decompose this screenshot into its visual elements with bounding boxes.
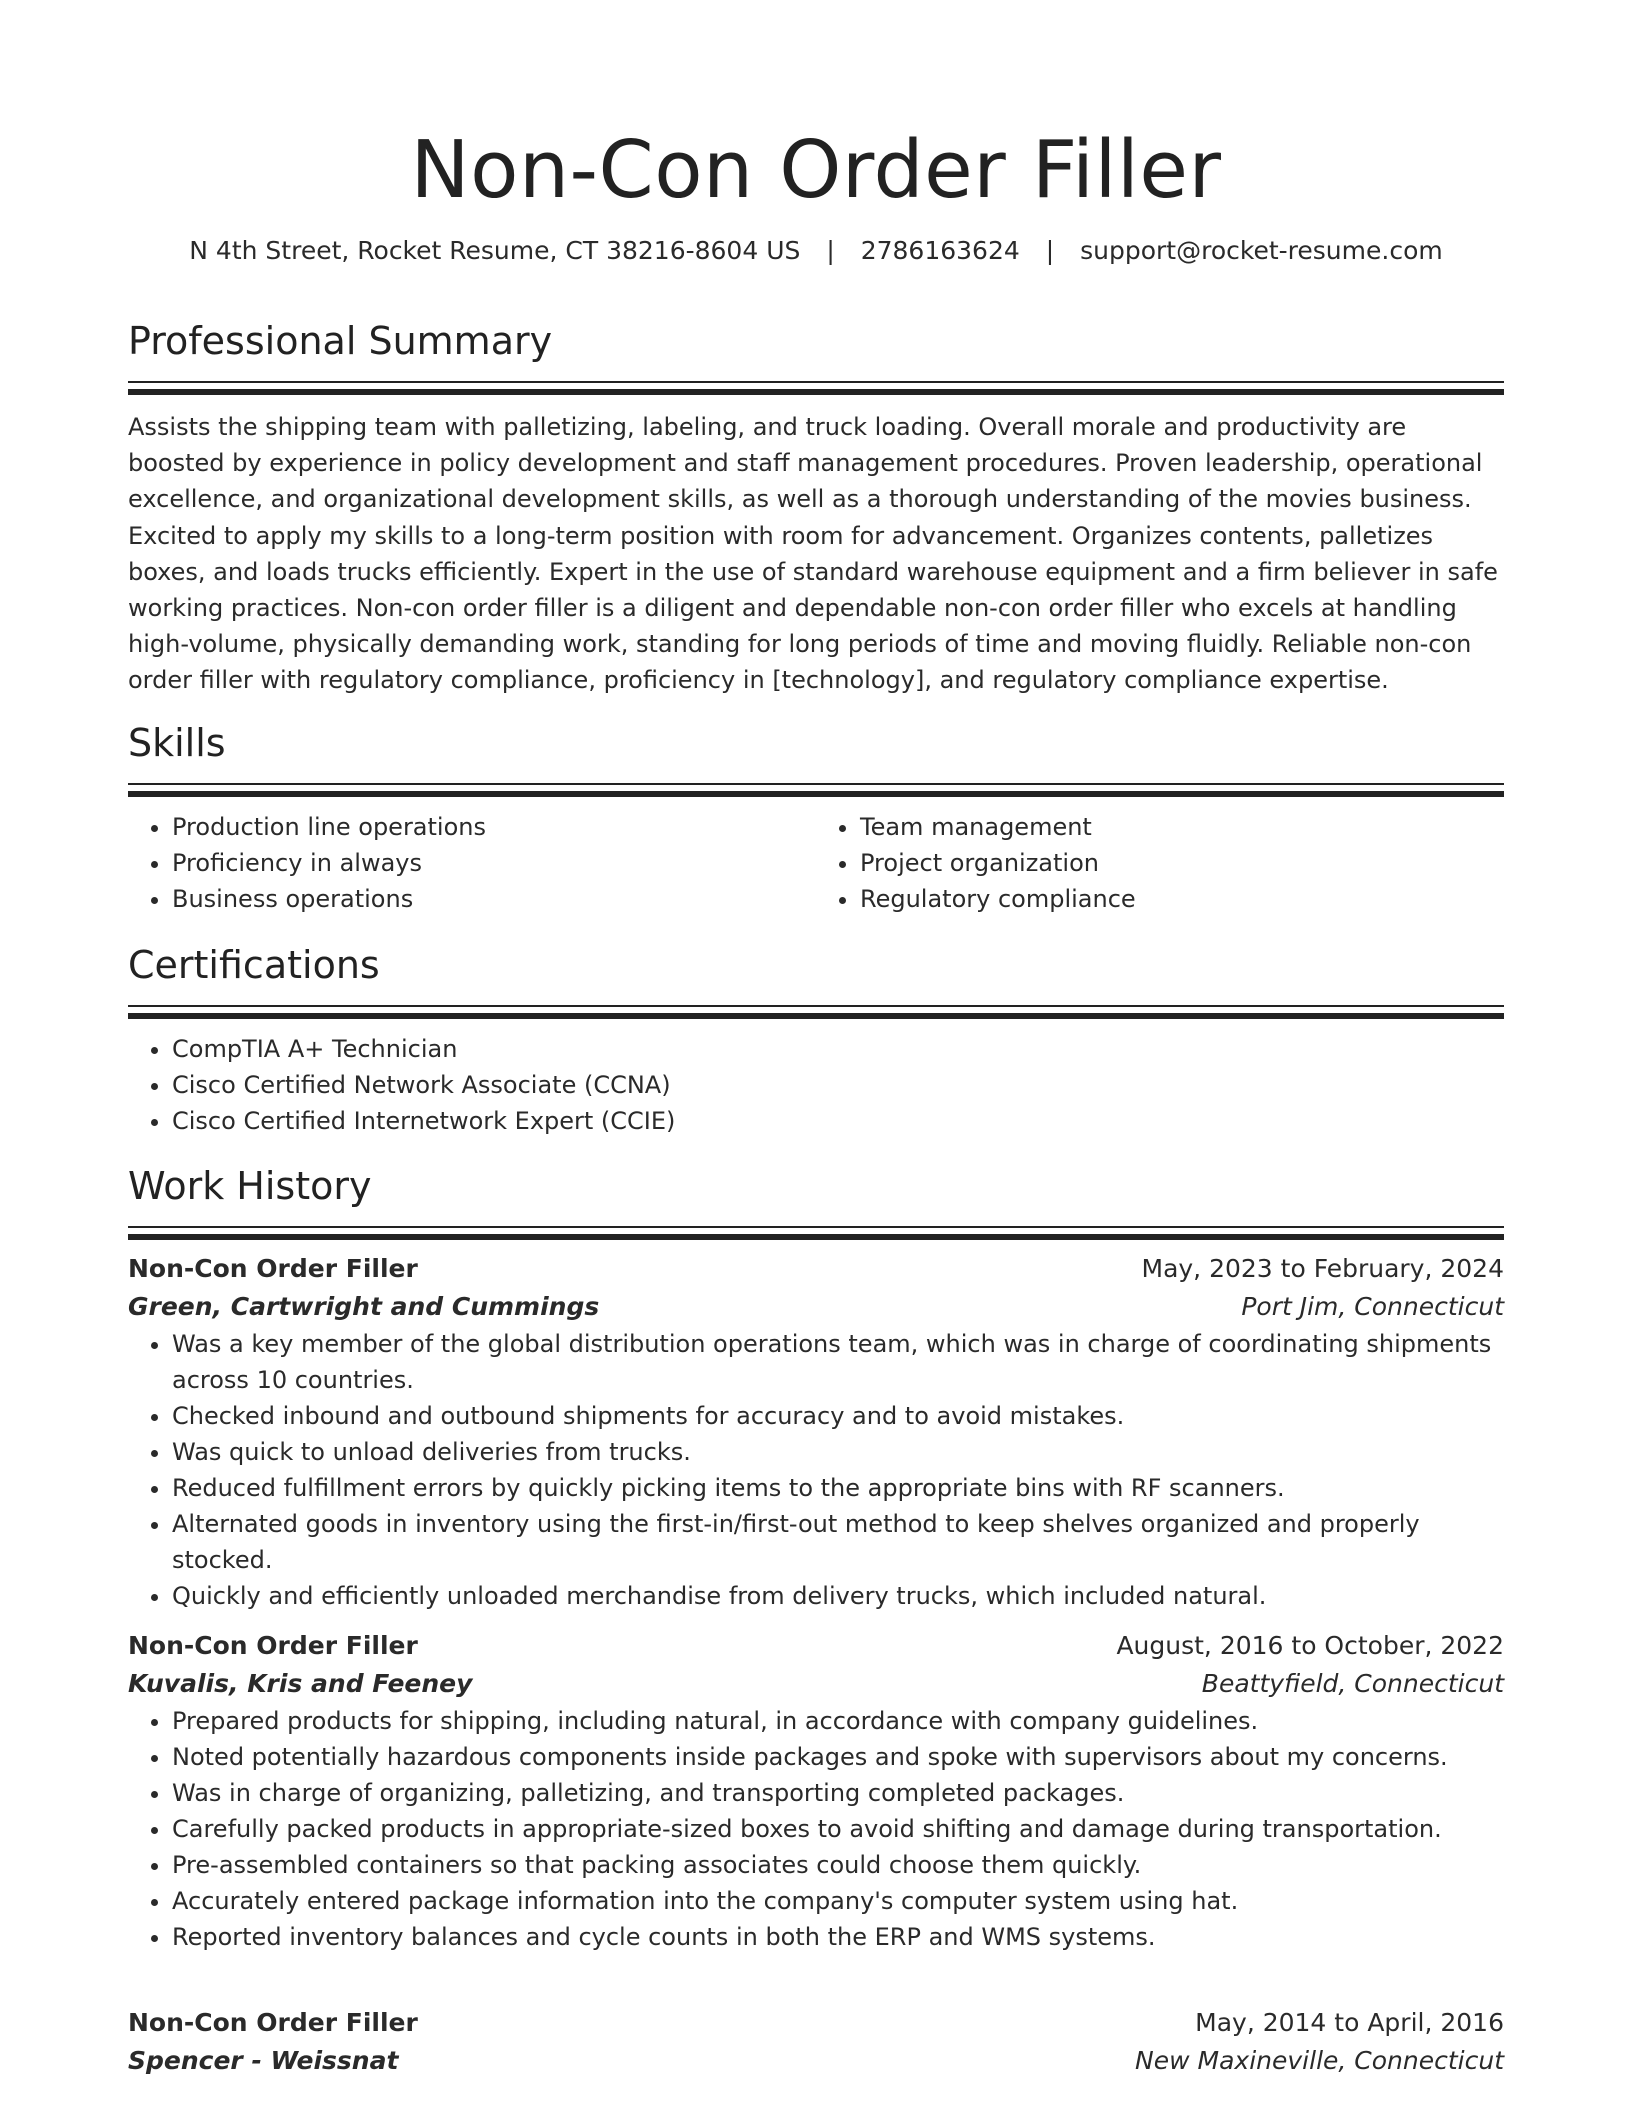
certification-item: • Cisco Certified Internetwork Expert (CCIE) xyxy=(172,1103,1504,1139)
skill-item: • Business operations xyxy=(172,881,816,917)
certifications-section xyxy=(128,942,1504,1139)
job-subheader xyxy=(128,1288,1504,1326)
contact-separator: | xyxy=(1045,236,1055,265)
certifications-heading: Certifications xyxy=(128,943,380,987)
skills-heading: Skills xyxy=(128,721,226,765)
job-dates: May, 2014 to April, 2016 xyxy=(1195,2008,1504,2037)
job-entry xyxy=(128,2004,1504,2080)
contact-separator: | xyxy=(826,236,835,265)
contact-address: N 4th Street, Rocket Resume, CT 38216-8604 US xyxy=(189,236,801,265)
summary-section xyxy=(128,318,1504,699)
job-dates: May, 2023 to February, 2024 xyxy=(1141,1254,1504,1283)
job-bullet: • Checked inbound and outbound shipments for accuracy and to avoid mistakes. xyxy=(172,1398,1504,1434)
job-title: Non-Con Order Filler xyxy=(128,1631,418,1660)
skill-item: • Production line operations xyxy=(172,809,816,845)
contact-phone: 2786163624 xyxy=(860,236,1020,265)
job-bullets xyxy=(128,1326,1504,1614)
job-location: Beattyfield, Connecticut xyxy=(1201,1669,1504,1698)
job-location: Port Jim, Connecticut xyxy=(1241,1292,1504,1321)
section-rule xyxy=(128,783,1504,797)
job-entry xyxy=(128,1627,1504,1955)
job-bullet: • Reduced fulfillment errors by quickly picking items to the appropriate bins with RF scanners. xyxy=(172,1470,1504,1506)
skills-grid xyxy=(128,809,1504,917)
skill-item: • Project organization xyxy=(860,845,1504,881)
contact-email[interactable]: support@rocket-resume.com xyxy=(1080,236,1443,265)
work-history-section xyxy=(128,1163,1504,1240)
section-rule xyxy=(128,1226,1504,1240)
job-company: Kuvalis, Kris and Feeney xyxy=(128,1669,473,1698)
section-rule xyxy=(128,381,1504,395)
job-bullet: • Pre-assembled containers so that packing associates could choose them quickly. xyxy=(172,1847,1504,1883)
contact-line xyxy=(128,234,1504,268)
skills-section xyxy=(128,720,1504,917)
work-history-heading: Work History xyxy=(128,1164,372,1208)
job-bullet: • Was a key member of the global distribution operations team, which was in charge of coordinating shipments across 10 countries. xyxy=(172,1326,1504,1398)
certification-item: • Cisco Certified Network Associate (CCNA) xyxy=(172,1067,1504,1103)
job-bullets xyxy=(128,1703,1504,1955)
job-bullet: • Was in charge of organizing, palletizing, and transporting completed packages. xyxy=(172,1775,1504,1811)
job-bullet: • Accurately entered package information into the company's computer system using hat. xyxy=(172,1883,1504,1919)
job-bullet: • Was quick to unload deliveries from trucks. xyxy=(172,1434,1504,1470)
job-title: Non-Con Order Filler xyxy=(128,2008,418,2037)
section-rule xyxy=(128,1005,1504,1019)
resume-name: Non-Con Order Filler xyxy=(410,124,1222,216)
job-bullet: • Noted potentially hazardous components inside packages and spoke with supervisors about my concerns. xyxy=(172,1739,1504,1775)
job-bullet: • Alternated goods in inventory using the first-in/first-out method to keep shelves organized and properly stocked. xyxy=(172,1506,1504,1578)
skill-item: • Team management xyxy=(860,809,1504,845)
resume-page xyxy=(128,0,1504,2075)
job-entry xyxy=(128,1250,1504,1614)
certification-item: • CompTIA A+ Technician xyxy=(172,1031,1504,1067)
job-dates: August, 2016 to October, 2022 xyxy=(1116,1631,1504,1660)
skills-list-left xyxy=(128,809,816,917)
job-subheader xyxy=(128,2042,1504,2080)
skill-item: • Proficiency in always xyxy=(172,845,816,881)
job-location: New Maxineville, Connecticut xyxy=(1135,2046,1504,2075)
job-company: Spencer - Weissnat xyxy=(128,2046,399,2075)
job-header xyxy=(128,1250,1504,1288)
job-bullet: • Quickly and efficiently unloaded merchandise from delivery trucks, which included natural. xyxy=(172,1578,1504,1614)
certifications-list xyxy=(128,1031,1504,1139)
summary-heading: Professional Summary xyxy=(128,319,553,363)
job-bullet: • Carefully packed products in appropriate-sized boxes to avoid shifting and damage during transportation. xyxy=(172,1811,1504,1847)
job-bullet: • Prepared products for shipping, including natural, in accordance with company guidelines. xyxy=(172,1703,1504,1739)
job-title: Non-Con Order Filler xyxy=(128,1254,418,1283)
job-subheader xyxy=(128,1665,1504,1703)
job-company: Green, Cartwright and Cummings xyxy=(128,1292,600,1321)
skills-list-right xyxy=(816,809,1504,917)
summary-text: Assists the shipping team with palletizing, labeling, and truck loading. Overall morale and productivity are boosted by experience in policy development and staff management procedures. Proven leadership, operational excellence, and organizational development skills, as well as a thorough understanding of the movies business. Excited to apply my skills to a long-term position with room for advancement. Organizes contents, palletizes boxes, and loads trucks efficiently. Expert in the use of standard warehouse equipment and a firm believer in safe working practices. Non-con order filler is a diligent and dependable non-con order filler who excels at handling high-volume, physically demanding work, standing for long periods of time and moving fluidly. Reliable non-con order filler with regulatory compliance, proficiency in [technology], and regulatory compliance expertise. xyxy=(128,413,1498,695)
job-header xyxy=(128,2004,1504,2042)
skill-item: • Regulatory compliance xyxy=(860,881,1504,917)
job-bullet: • Reported inventory balances and cycle counts in both the ERP and WMS systems. xyxy=(172,1919,1504,1955)
job-header xyxy=(128,1627,1504,1665)
